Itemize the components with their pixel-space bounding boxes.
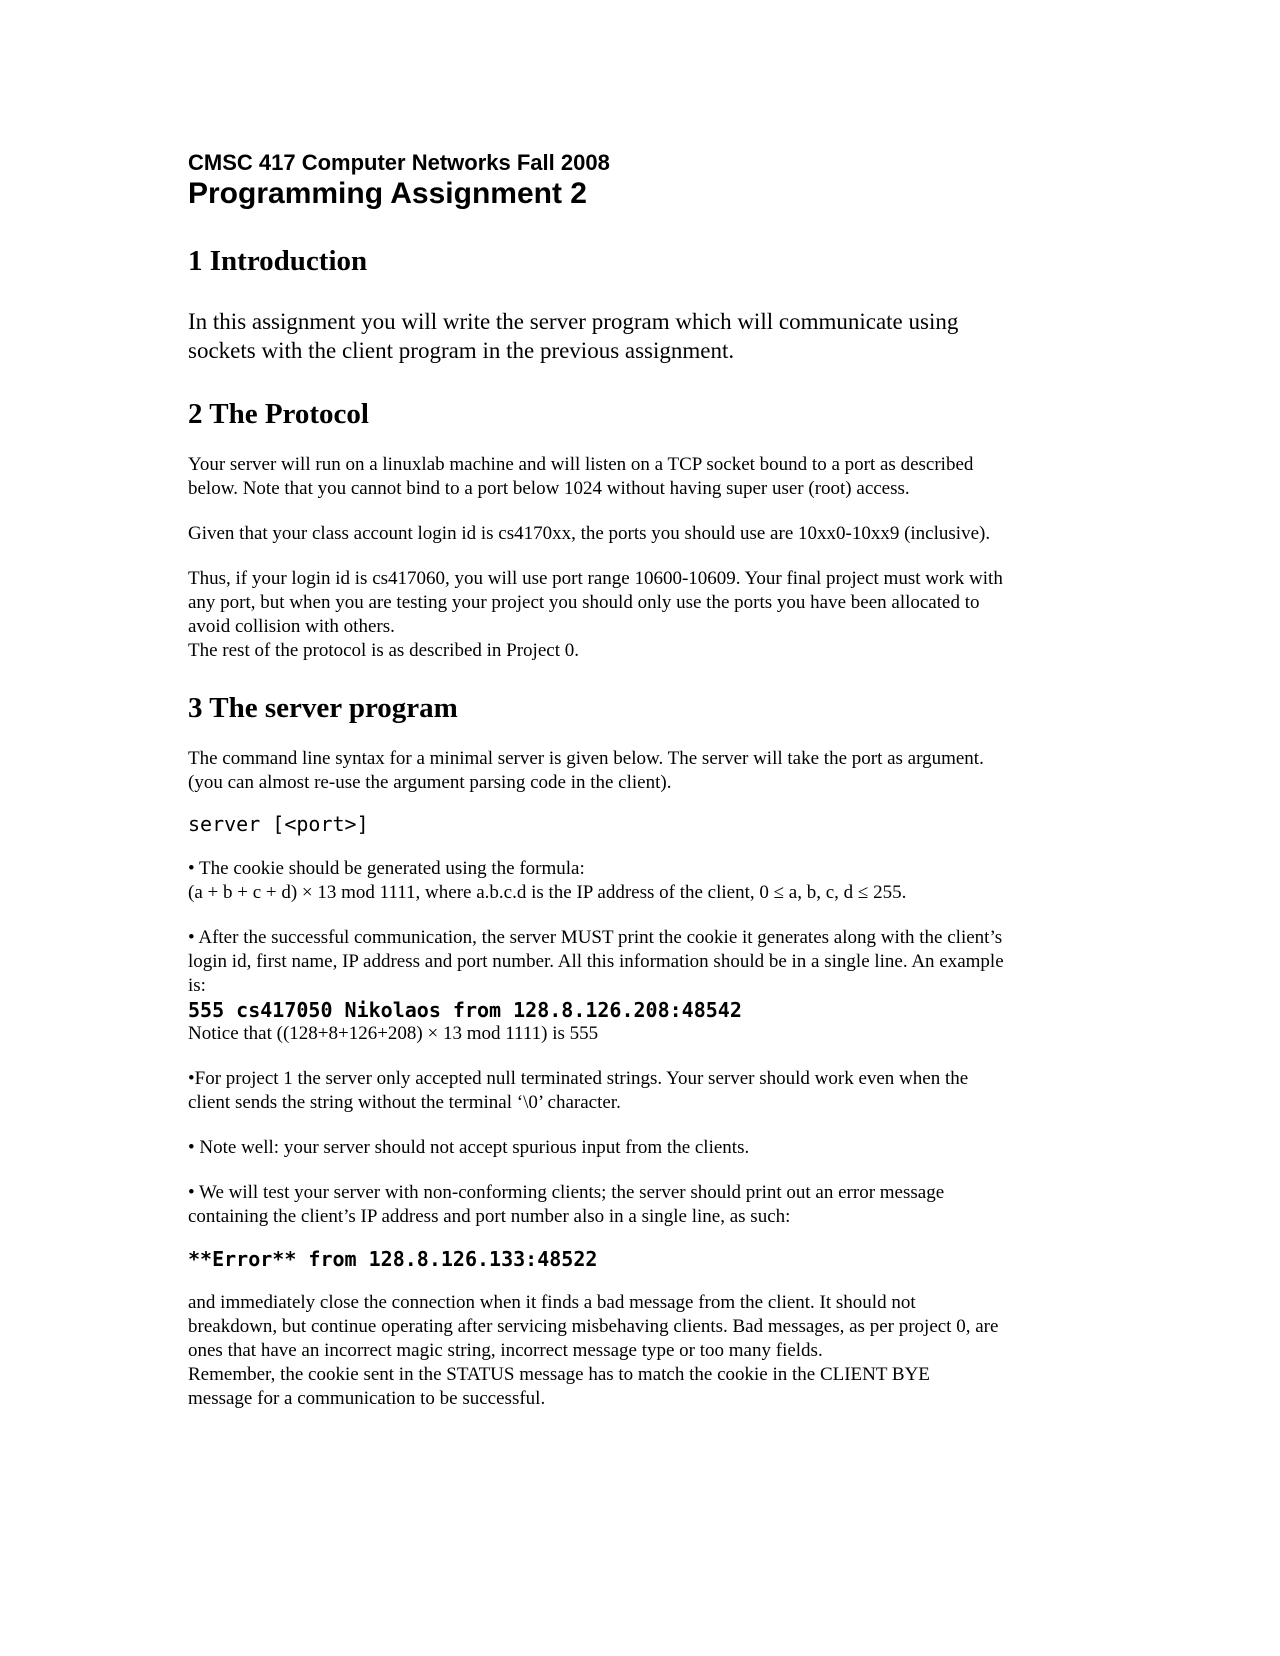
text-line: Thus, if your login id is cs417060, you will use port range 10600-10609. Your final project must work with — [188, 568, 1003, 589]
example-output: 555 cs417050 Nikolaos from 128.8.126.208:48542 — [188, 998, 742, 1022]
print-bullet — [188, 926, 1093, 998]
text-line: is: — [188, 975, 206, 996]
text-line: • The cookie should be generated using the formula: — [188, 858, 585, 879]
text-line: message for a communication to be successful. — [188, 1388, 546, 1409]
text-line: avoid collision with others. — [188, 616, 395, 637]
text-line: The rest of the protocol is as described in Project 0. — [188, 640, 579, 661]
null-terminated-bullet — [188, 1067, 1093, 1115]
text-line: The command line syntax for a minimal server is given below. The server will take the port as argument. — [188, 748, 984, 769]
text-line: below. Note that you cannot bind to a port below 1024 without having super user (root) access. — [188, 478, 910, 499]
text-line: Your server will run on a linuxlab machine and will listen on a TCP socket bound to a port as described — [188, 454, 974, 475]
text-line: and immediately close the connection when it finds a bad message from the client. It should not — [188, 1292, 916, 1313]
text-line: (a + b + c + d) × 13 mod 1111, where a.b.c.d is the IP address of the client, 0 ≤ a, b, c, d ≤ 255. — [188, 882, 907, 903]
assignment-title: Programming Assignment 2 — [188, 177, 587, 210]
document-page — [188, 150, 1093, 1411]
closing-paragraph — [188, 1291, 1093, 1411]
protocol-paragraph-2: Given that your class account login id is cs4170xx, the ports you should use are 10xx0-10xx9 (inclusive). — [188, 523, 991, 544]
intro-line: In this assignment you will write the server program which will communicate using — [188, 309, 959, 334]
notice-line: Notice that ((128+8+126+208) × 13 mod 1111) is 555 — [188, 1023, 599, 1044]
error-output: **Error** from 128.8.126.133:48522 — [188, 1247, 598, 1271]
text-line: any port, but when you are testing your project you should only use the ports you have been allocated to — [188, 592, 980, 613]
protocol-paragraph-1 — [188, 453, 1093, 501]
cookie-bullet — [188, 857, 1093, 905]
text-line: • We will test your server with non-conforming clients; the server should print out an error message — [188, 1182, 945, 1203]
text-line: •For project 1 the server only accepted null terminated strings. Your server should work even when the — [188, 1068, 969, 1089]
section-heading-server-program: 3 The server program — [188, 692, 458, 724]
course-title: CMSC 417 Computer Networks Fall 2008 — [188, 150, 610, 175]
intro-paragraph — [188, 307, 1093, 365]
protocol-paragraph-3 — [188, 567, 1093, 663]
text-line: breakdown, but continue operating after servicing misbehaving clients. Bad messages, as per project 0, are — [188, 1316, 999, 1337]
section-heading-introduction: 1 Introduction — [188, 245, 368, 277]
server-paragraph-1 — [188, 747, 1093, 795]
text-line: • After the successful communication, the server MUST print the cookie it generates along with the client’s — [188, 927, 1003, 948]
intro-line: sockets with the client program in the previous assignment. — [188, 338, 735, 363]
text-line: ones that have an incorrect magic string, incorrect message type or too many fields. — [188, 1340, 823, 1361]
text-line: Remember, the cookie sent in the STATUS message has to match the cookie in the CLIENT BYE — [188, 1364, 930, 1385]
nonconforming-bullet — [188, 1181, 1093, 1229]
section-heading-protocol: 2 The Protocol — [188, 398, 369, 430]
text-line: containing the client’s IP address and port number also in a single line, as such: — [188, 1206, 791, 1227]
text-line: login id, first name, IP address and port number. All this information should be in a single line. An example — [188, 951, 1004, 972]
text-line: client sends the string without the terminal ‘\0’ character. — [188, 1092, 621, 1113]
text-line: (you can almost re-use the argument parsing code in the client). — [188, 772, 672, 793]
note-well-bullet: • Note well: your server should not accept spurious input from the clients. — [188, 1137, 750, 1158]
command-syntax: server [<port>] — [188, 812, 369, 836]
